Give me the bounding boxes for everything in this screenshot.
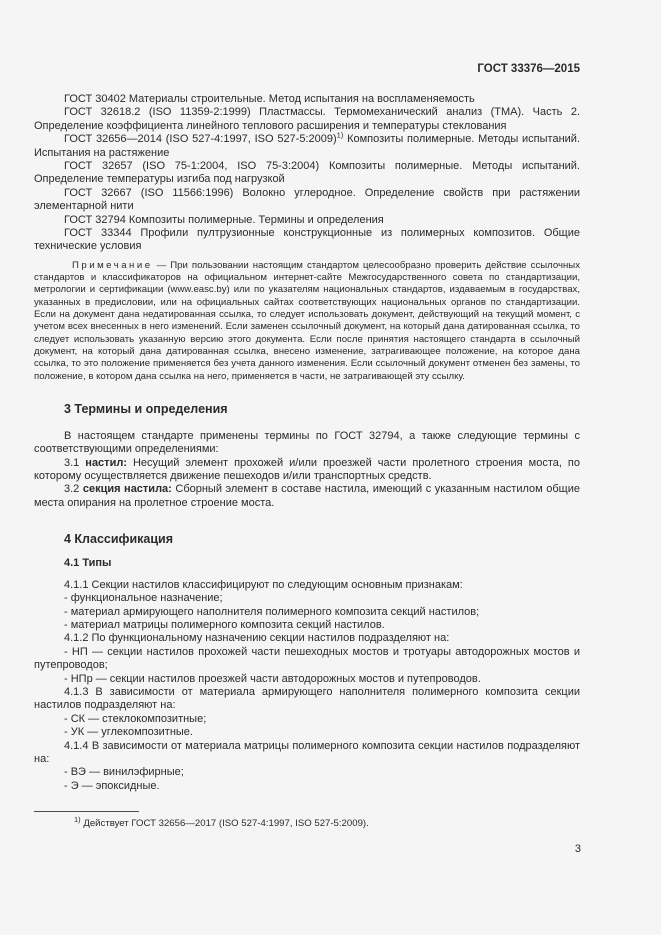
classification-list-item: - материал матрицы полимерного композита секций настилов. xyxy=(64,618,385,631)
note-label: Примечание xyxy=(72,259,153,271)
normative-references xyxy=(34,93,580,254)
note-paragraph xyxy=(34,260,580,383)
subsection-heading-types: 4.1 Типы xyxy=(64,557,112,570)
note-dash: — xyxy=(152,259,171,271)
term-definition xyxy=(34,483,580,510)
classification-list-item: - функциональное назначение; xyxy=(64,592,223,605)
classification-list-item: - НПр — секции настилов проезжей части автодорожных мостов и путепроводов. xyxy=(64,672,481,685)
term-text: Сборный элемент в составе настила, имеющий с указанным настилом общие места опирания на пролетное строение моста. xyxy=(34,483,580,509)
section-heading-classification: 4 Классификация xyxy=(64,532,174,547)
classification-paragraph: 4.1.4 В зависимости от материала матрицы полимерного композита секции настилов подразделяют на: xyxy=(34,739,580,765)
term-number: 3.2 xyxy=(64,483,83,496)
reference-paragraph xyxy=(34,130,580,160)
reference-paragraph: ГОСТ 30402 Материалы строительные. Метод испытания на воспламеняемость xyxy=(64,93,475,105)
term-text: Несущий элемент прохожей и/или проезжей части пролетного строения моста, по которому осуществляется движение пешеходов и/или транспортных средств. xyxy=(34,456,580,483)
reference-paragraph: ГОСТ 32667 (ISO 11566:1996) Волокно углеродное. Определение свойств при растяжении элементарной нити xyxy=(34,186,580,213)
classification-paragraph: 4.1.1 Секции настилов классифицируют по следующим основным признакам: xyxy=(64,578,463,591)
classification-list-item: - НП — секции настилов прохожей части пешеходных мостов и тротуары автодорожных мостов и путепроводов; xyxy=(34,645,580,672)
classification-list-item: - материал армирующего наполнителя полимерного композита секций настилов; xyxy=(64,605,480,618)
classification-list-item: - УК — углекомпозитные. xyxy=(64,726,193,739)
classification-list-item: - ВЭ — винилэфирные; xyxy=(64,766,184,779)
note-text: При пользовании настоящим стандартом целесообразно проверить действие ссылочных стандартов и классификаторов на официальном интернет-сайте Межгосударственного совета по стандартизации, метрологии и сертификации (www.easc.by) или по указателям национальных стандартов, издаваемым в государствах, указанных в предисловии, или на официальных сайтах соответствующих национальных органов по стандартизации. Если на документ дана недатированная ссылка, то следует использовать документ, действующий на текущий момент, с учетом всех внесенных в него изменений. Если заменен ссылочный документ, на который дана датированная ссылка, то следует использовать указанную версию этого документа. Если после принятия настоящего стандарта в ссылочный документ, на который дана датированная ссылка, внесено изменение, затрагивающее положение, на которое дана ссылка, то это положение применяется без учета данного изменения. Если ссылочный документ отменен без замены, то положение, в котором дана ссылка на него, применяется в части, не затрагивающей эту ссылку. xyxy=(34,259,580,382)
classification-body xyxy=(34,579,580,794)
doc-number: ГОСТ 33376—2015 xyxy=(477,63,580,75)
reference-paragraph: ГОСТ 32657 (ISO 75-1:2004, ISO 75-3:2004) Композиты полимерные. Методы испытаний. Определение температуры изгиба под нагрузкой xyxy=(34,160,580,186)
reference-text: ГОСТ 32656—2014 (ISO 527-4:1997, ISO 527-5:2009) xyxy=(64,133,337,146)
term-number: 3.1 xyxy=(64,456,86,469)
reference-paragraph: ГОСТ 32618.2 (ISO 11359-2:1999) Пластмассы. Термомеханический анализ (ТМА). Часть 2. Определение коэффициента линейного теплового расширения и температуры стеклования xyxy=(34,106,580,132)
footnote-marker: 1) xyxy=(74,815,81,824)
reference-paragraph: ГОСТ 33344 Профили пултрузионные конструкционные из полимерных композитов. Общие технические условия xyxy=(34,227,580,253)
classification-paragraph: 4.1.3 В зависимости от материала армирующего наполнителя полимерного композита секции настилов подразделяют на: xyxy=(34,685,580,712)
footnote-text xyxy=(34,815,580,830)
footnote-marker: 1) xyxy=(336,130,344,140)
reference-text: Композиты полимерные. Методы испытаний. Испытания на растяжение xyxy=(34,133,580,159)
classification-paragraph: 4.1.2 По функциональному назначению секции настилов подразделяют на: xyxy=(64,632,450,645)
footnote-rule xyxy=(34,811,139,812)
classification-list-item: - Э — эпоксидные. xyxy=(64,779,160,792)
term-name: настил: xyxy=(85,456,127,469)
term-definition xyxy=(34,457,580,484)
footnote-body: Действует ГОСТ 32656—2017 (ISO 527-4:1997, ISO 527-5:2009). xyxy=(80,818,369,830)
footnote-block xyxy=(34,811,580,830)
terms-intro-paragraph: В настоящем стандарте применены термины по ГОСТ 32794, а также следующие термины с соответствующими определениями: xyxy=(34,429,580,456)
section-heading-terms: 3 Термины и определения xyxy=(64,401,228,416)
reference-paragraph: ГОСТ 32794 Композиты полимерные. Термины и определения xyxy=(64,213,384,226)
term-name: секция настила: xyxy=(82,483,172,496)
classification-list-item: - СК — стеклокомпозитные; xyxy=(64,712,207,725)
page-number: 3 xyxy=(574,843,581,855)
